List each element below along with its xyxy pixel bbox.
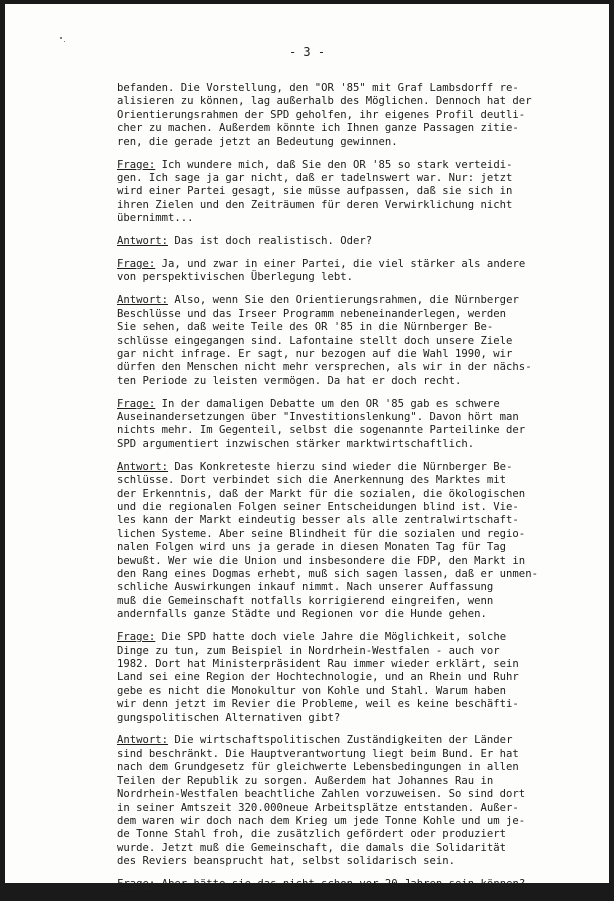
line-text: ren, die gerade jetzt an Bedeutung gewinnen. [117,135,398,148]
question-paragraph [117,631,603,725]
text-line [117,685,603,698]
answer-label: Antwort: [117,460,169,473]
line-text: nach dem Grundgesetz für gleichwerte Lebensbedingungen in allen [117,761,519,774]
text-line [117,528,603,541]
line-text: übernimmt... [117,212,194,225]
line-text: von perspektivischen Überlegung lebt. [117,271,353,284]
line-text: Auseinandersetzungen über "Investitionslenkung". Davon hört man [117,411,519,424]
question-label: Frage: [117,878,156,891]
text-line [117,335,603,348]
text-line [117,235,603,248]
line-text: Dinge zu tun, zum Beispiel in Nordrhein-Westfalen - auch vor [117,644,500,657]
text-line [117,842,603,855]
line-text: und die regionalen Folgen seiner Entscheidungen blind ist. Vie- [117,500,519,513]
text-line [117,501,603,514]
text-line [117,788,603,801]
text-line [117,411,603,424]
text-line [117,761,603,774]
line-text: Land sei eine Region der Hochtechnologie, und an Rhein und Ruhr [117,671,519,684]
line-text: gebe es nicht die Monokultur von Kohle und Stahl. Warum haben [117,684,507,697]
text-line [117,775,603,788]
text-line [117,122,603,135]
text-line [117,815,603,828]
scan-speck [60,37,62,39]
text-line [117,514,603,527]
line-text: wurde. Jetzt muß die Gemeinschaft, die damals die Solidarität [117,841,507,854]
line-text: sind beschränkt. Die Hauptverantwortung liegt beim Bund. Er hat [117,747,519,760]
text-line [117,361,603,374]
line-text: wird einer Partei gesagt, sie müsse aufpassen, daß sie sich in [117,185,513,198]
text-line [117,398,603,411]
text-line [117,734,603,747]
line-text: ihren Zielen und den Zeiträumen für deren Verwirklichung nicht [117,198,513,211]
answer-label: Antwort: [117,294,169,307]
text-line [117,645,603,658]
text-line [117,581,603,594]
line-text: Beschlüsse und das Irseer Programm nebeneinanderlegen, werden [117,307,507,320]
answer-label: Antwort: [117,235,169,248]
line-text: befanden. Die Vorstellung, den "OR '85" mit Graf Lambsdorff re- [117,82,519,94]
line-text: gen. Ich sage ja gar nicht, daß er tadelnswert war. Nur: jetzt [117,171,513,184]
line-text: alisieren zu können, lag außerhalb des Möglichen. Dennoch hat der [117,95,532,108]
line-text: lichen Systeme. Aber seine Blindheit für die sozialen und regio- [117,527,526,540]
text-line [117,671,603,684]
text-line [117,748,603,761]
line-text: les kann der Markt eindeutig besser als alle zentralwirtschaft- [117,514,519,527]
text-line [117,555,603,568]
answer-paragraph [117,734,603,868]
text-line [117,595,603,608]
text-line [117,159,603,172]
line-text: nalen Folgen wird uns ja gerade in diesen Monaten Tag für Tag [117,541,507,554]
line-text: Sie sehen, daß weite Teile des OR '85 in die Nürnberger Be- [117,321,494,334]
scan-speck [64,41,65,42]
text-line [117,95,603,108]
text-line [117,321,603,334]
text-line [117,658,603,671]
question-label: Frage: [117,158,156,171]
text-line [117,878,603,891]
line-text: In der damaligen Debatte um den OR '85 gab es schwere [155,397,500,410]
text-line [117,488,603,501]
line-text: andernfalls ganze Städte und Regionen vor die Hunde gehen. [117,608,487,621]
line-text: gar nicht infrage. Er sagt, nur bezogen auf die Wahl 1990, wir [117,347,513,360]
line-text: Teilen der Republik zu sorgen. Außerdem hat Johannes Rau in [117,774,494,787]
text-line [117,631,603,644]
text-line [117,172,603,185]
line-text: Nordrhein-Westfalen beachtliche Zahlen vorzuweisen. So sind dort [117,788,526,801]
line-text: cher zu machen. Außerdem könnte ich Ihnen ganze Passagen zitie- [117,122,519,135]
line-text: der Erkenntnis, daß der Markt für die sozialen, die ökologischen [117,487,526,500]
interview-text [117,82,603,901]
text-line [117,294,603,307]
line-text: Die SPD hatte doch viele Jahre die Möglichkeit, solche [155,631,507,644]
line-text: dürfen den Menschen nicht mehr versprechen, als wir in der nächs- [117,361,532,374]
line-text: den Rang eines Dogmas erhebt, muß sich sagen lassen, daß er unmen- [117,568,538,580]
line-text: Das ist doch realistisch. Oder? [168,235,373,248]
line-text: muß die Gemeinschaft notfalls korrigierend eingreifen, wenn [117,594,494,607]
text-line [117,802,603,815]
page-number: - 3 - [288,45,326,59]
question-label: Frage: [117,631,156,644]
document-page [5,4,609,891]
line-text: de Tonne Stahl froh, die zusätzlich gefördert oder produziert [117,828,507,841]
text-line [117,474,603,487]
line-text: SPD argumentiert inzwischen stärker marktwirtschaftlich. [117,437,475,450]
line-text: gungspolitischen Alternativen gibt? [117,711,341,724]
text-line [117,698,603,711]
text-line [117,828,603,841]
text-line [117,855,603,868]
line-text: Orientierungsrahmen der SPD geholfen, ihr eigenes Profil deutli- [117,108,526,121]
line-text: 1982. Dort hat Ministerpräsident Rau immer wieder erklärt, sein [117,657,519,670]
answer-paragraph [117,235,603,248]
line-text: schlüsse. Dort verbindet sich die Anerkennung des Marktes mit [117,474,507,487]
text-line [117,375,603,388]
answer-label: Antwort: [117,734,169,747]
text-line [117,424,603,437]
line-text: schliche Auswirkungen inkauf nimmt. Nach unserer Auffassung [117,581,494,594]
line-text: in seiner Amtszeit 320.000neue Arbeitsplätze entstanden. Außer- [117,801,519,814]
text-line [117,109,603,122]
text-line [117,199,603,212]
line-text: nichts mehr. Im Gegenteil, selbst die sogenannte Parteilinke der [117,424,526,437]
text-line [117,568,603,581]
answer-paragraph [117,294,603,388]
text-line [117,348,603,361]
line-text: Also, wenn Sie den Orientierungsrahmen, die Nürnberger [168,294,519,307]
text-line [117,136,603,149]
line-text: Das Konkreteste hierzu sind wieder die Nürnberger Be- [168,460,513,473]
text-line [117,185,603,198]
line-text: des Reviers beansprucht hat, selbst solidarisch sein. [117,855,456,868]
line-text: Aber hätte sie das nicht schon vor 20 Jahren sein können? [155,878,526,891]
text-line [117,258,603,271]
question-paragraph [117,398,603,452]
answer-paragraph [117,461,603,622]
line-text: wir denn jetzt im Revier die Probleme, weil es keine beschäfti- [117,698,519,711]
line-text: schlüsse eingegangen sind. Lafontaine stellt doch unsere Ziele [117,334,513,347]
question-paragraph [117,159,603,226]
line-text: ten Periode zu leisten vermögen. Da hat er doch recht. [117,374,462,387]
question-paragraph [117,258,603,285]
question-paragraph [117,878,603,891]
text-line [117,438,603,451]
line-text: dem waren wir doch nach dem Krieg um jede Tonne Kohle und um je- [117,814,526,827]
text-line [117,461,603,474]
line-text: Die wirtschaftspolitischen Zuständigkeiten der Länder [168,734,513,747]
text-line [117,712,603,725]
text-line [117,608,603,621]
line-text: Ich wundere mich, daß Sie den OR '85 so stark verteidi- [155,158,513,171]
text-line [117,308,603,321]
text-line [117,541,603,554]
text-line [117,271,603,284]
text-line [117,212,603,225]
question-label: Frage: [117,257,156,270]
text-paragraph [117,82,603,149]
line-text: Ja, und zwar in einer Partei, die viel stärker als andere [155,257,526,270]
line-text: bewußt. Wer wie die Union und insbesondere die FDP, den Markt in [117,554,526,567]
text-line [117,82,603,95]
question-label: Frage: [117,397,156,410]
